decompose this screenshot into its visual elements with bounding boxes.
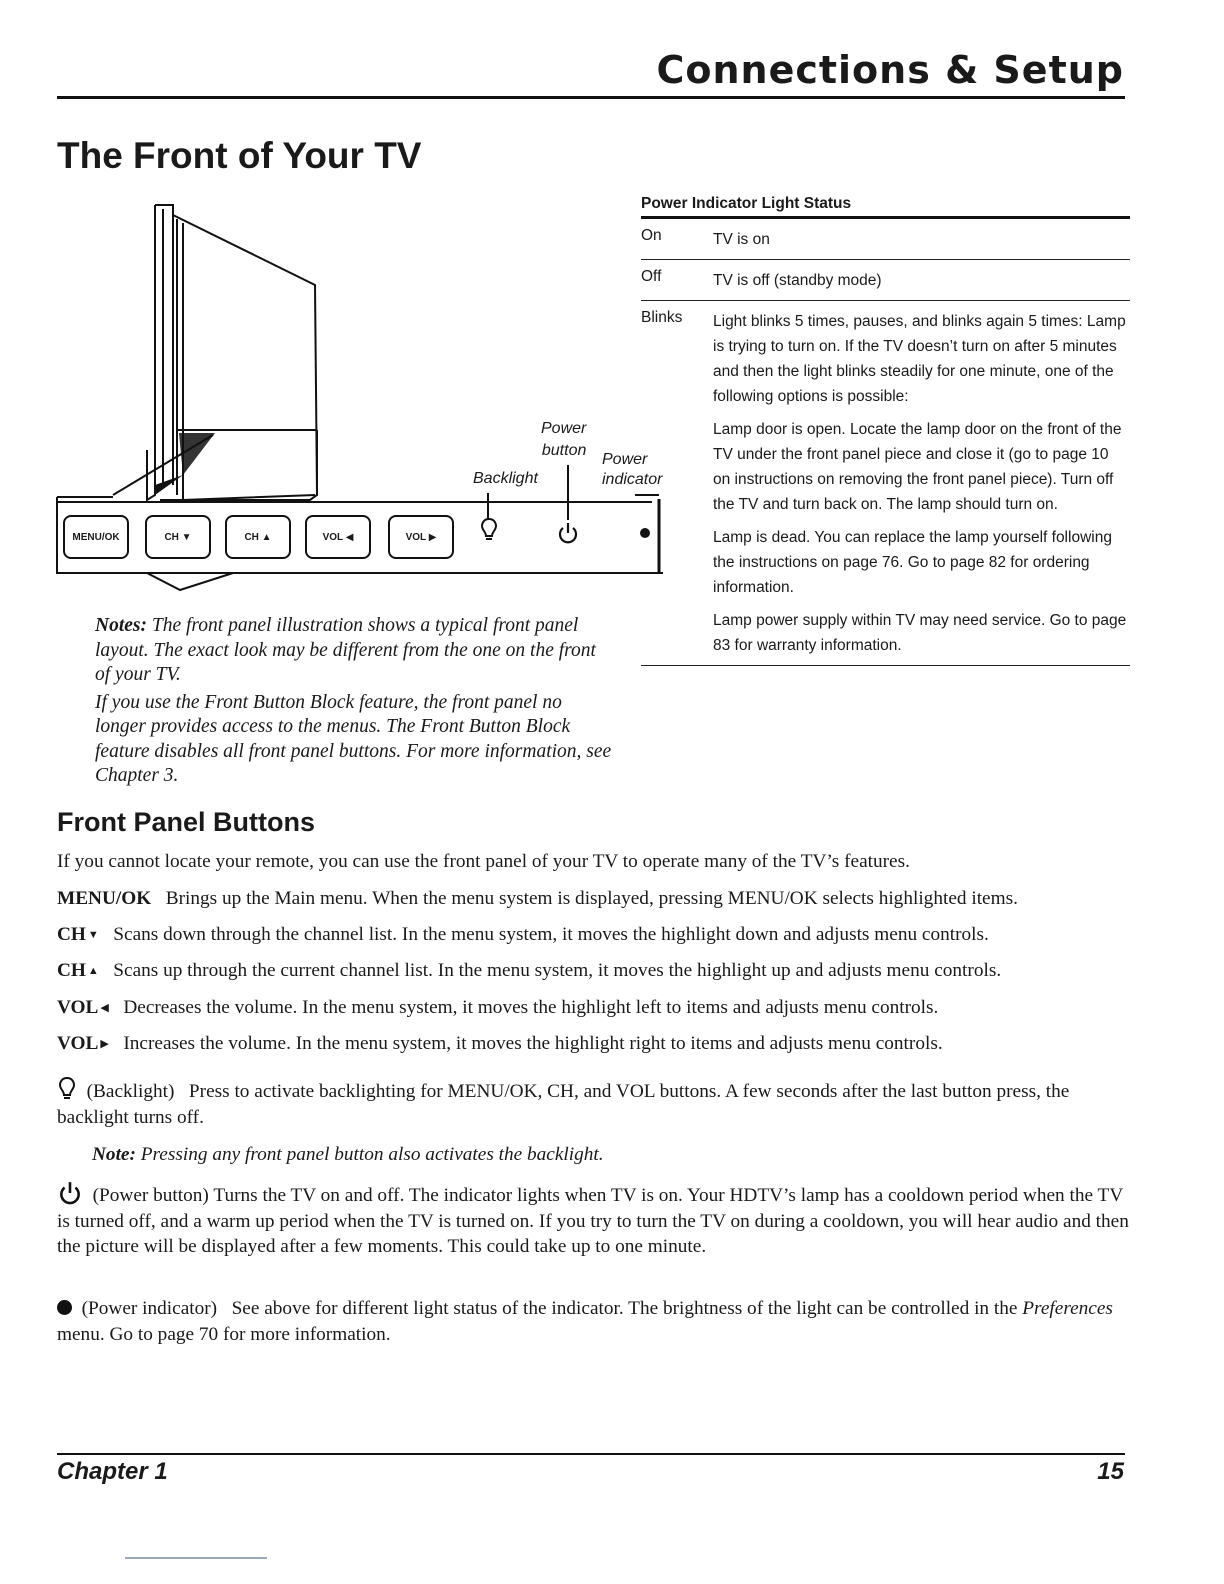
vol-up-key-text: VOL — [57, 1033, 99, 1054]
backlight-icon — [480, 517, 498, 543]
notes-block — [95, 614, 615, 792]
power-button-callout — [541, 418, 586, 462]
status-key: Off — [641, 268, 662, 285]
triangle-left-icon: ◀ — [100, 1002, 109, 1014]
power-button-name: (Power button) — [92, 1185, 209, 1206]
status-paragraph: Lamp power supply within TV may need service. Go to page 83 for warranty information. — [713, 612, 1127, 654]
power-button-text: Turns the TV on and off. The indicator lights when TV is on. Your HDTV’s lamp has a cooldown period when the TV is turned off, and a warm up period when the TV is turned on. If you try to turn the TV on during a cooldown, you will hear audio and then the picture will be displayed after a few moments. This could take up to one minute. — [57, 1185, 1129, 1257]
status-row-blinks — [641, 301, 1130, 666]
tv-front-diagram — [55, 195, 675, 615]
ch-up-key-text: CH — [57, 960, 86, 981]
page-number: 15 — [1097, 1458, 1124, 1485]
vol-down-text: Decreases the volume. In the menu system, it moves the highlight left to items and adjusts menu controls. — [123, 997, 939, 1018]
bottom-mark — [125, 1557, 267, 1559]
ch-up-description — [57, 958, 1132, 985]
menu-ok-text: Brings up the Main menu. When the menu system is displayed, pressing MENU/OK selects highlighted items. — [165, 888, 1018, 909]
ch-down-key — [57, 924, 99, 945]
status-value — [713, 227, 1130, 252]
power-indicator-name: (Power indicator) — [81, 1298, 218, 1319]
diagram-vol-down-label: VOL ◀ — [322, 531, 354, 543]
backlight-icon — [57, 1076, 77, 1102]
status-key: Blinks — [641, 309, 683, 326]
menu-ok-key: MENU/OK — [57, 888, 152, 909]
power-button-callout-line1: Power — [541, 420, 587, 437]
notes-label: Notes: — [95, 615, 147, 636]
ch-down-key-text: CH — [57, 924, 86, 945]
status-paragraph: Lamp door is open. Locate the lamp door on the front of the TV under the front panel piece and close it (go to page 10 on instructions on removing the front panel piece). Turn off the TV and turn back on. The lamp should turn on. — [713, 421, 1122, 513]
status-value — [713, 268, 1130, 293]
footer-rule — [57, 1453, 1125, 1455]
backlight-description — [57, 1076, 1132, 1130]
diagram-ch-down-button — [145, 515, 211, 559]
power-button-description — [57, 1180, 1132, 1260]
ch-down-description — [57, 922, 1132, 949]
power-indicator-dot-icon — [57, 1300, 72, 1315]
backlight-callout: Backlight — [473, 470, 538, 487]
vol-down-key — [57, 997, 109, 1018]
power-icon — [57, 1180, 83, 1206]
ch-up-text: Scans up through the current channel list. In the menu system, it moves the highlight up and adjusts menu controls. — [113, 960, 1002, 981]
ch-up-key — [57, 960, 99, 981]
status-paragraph: Light blinks 5 times, pauses, and blinks again 5 times: Lamp is trying to turn on. If the TV doesn’t turn on after 5 minutes and then the light blinks steadily for one minute, one of the following options is possible: — [713, 313, 1126, 405]
power-icon — [557, 521, 579, 545]
diagram-ch-down-label: CH ▼ — [164, 531, 192, 543]
power-indicator-text: See above for different light status of the indicator. The brightness of the light can be controlled in the — [231, 1298, 1018, 1319]
power-indicator-callout-line2: indicator — [602, 471, 663, 488]
status-row-on — [641, 219, 1130, 260]
diagram-menu-ok-label: MENU/OK — [72, 531, 120, 543]
note-text: Pressing any front panel button also activates the backlight. — [140, 1144, 604, 1165]
section-intro: If you cannot locate your remote, you can use the front panel of your TV to operate many of the TV’s features. — [57, 851, 910, 872]
status-row-off — [641, 260, 1130, 301]
status-paragraph: TV is off (standby mode) — [713, 272, 882, 289]
diagram-ch-up-button — [225, 515, 291, 559]
vol-up-key — [57, 1033, 109, 1054]
page-title: The Front of Your TV — [57, 135, 422, 176]
diagram-vol-up-label: VOL ▶ — [405, 531, 437, 543]
triangle-down-icon: ▼ — [87, 929, 99, 941]
notes-paragraph-2: If you use the Front Button Block feature, the front panel no longer provides access to the menus. The Front Button Block feature disables all front panel buttons. For more information, see Chapter 3. — [95, 691, 612, 786]
power-indicator-text-after: menu. Go to page 70 for more information. — [57, 1323, 391, 1345]
vol-down-key-text: VOL — [57, 997, 99, 1018]
chapter-label: Chapter 1 — [57, 1458, 168, 1485]
note-label: Note: — [92, 1144, 136, 1165]
status-table-title: Power Indicator Light Status — [641, 195, 1130, 219]
vol-up-description — [57, 1031, 1132, 1058]
vol-down-description — [57, 995, 1132, 1022]
ch-down-text: Scans down through the channel list. In the menu system, it moves the highlight down and adjusts menu controls. — [113, 924, 989, 945]
diagram-vol-down-button — [305, 515, 371, 559]
backlight-note — [92, 1142, 1167, 1168]
notes-text-1: The front panel illustration shows a typical front panel layout. The exact look may be different from the one on the front of your TV. — [95, 615, 596, 685]
menu-ok-description — [57, 886, 1132, 912]
power-indicator-callout-line1: Power — [602, 451, 648, 468]
notes-paragraph-1 — [95, 614, 615, 688]
diagram-menu-ok-button — [63, 515, 129, 559]
power-indicator-status-table — [641, 195, 1130, 666]
backlight-text: Press to activate backlighting for MENU/OK, CH, and VOL buttons. A few seconds after the last button press, the backlight turns off. — [57, 1081, 1070, 1128]
header-rule — [57, 96, 1125, 99]
status-key: On — [641, 227, 662, 244]
section-title: Front Panel Buttons — [57, 807, 315, 837]
backlight-name: (Backlight) — [86, 1081, 175, 1102]
status-paragraph: TV is on — [713, 231, 770, 248]
diagram-ch-up-label: CH ▲ — [244, 531, 272, 543]
triangle-right-icon: ▶ — [100, 1038, 109, 1050]
power-indicator-description — [57, 1296, 1132, 1347]
triangle-up-icon: ▲ — [87, 965, 99, 977]
preferences-menu-name: Preferences — [1022, 1298, 1113, 1319]
status-value — [713, 309, 1130, 658]
power-button-callout-line2: button — [541, 442, 587, 459]
diagram-vol-up-button — [388, 515, 454, 559]
status-paragraph: Lamp is dead. You can replace the lamp yourself following the instructions on page 76. Go to page 82 for ordering information. — [713, 529, 1112, 596]
header-title: Connections & Setup — [656, 48, 1124, 92]
vol-up-text: Increases the volume. In the menu system, it moves the highlight right to items and adjusts menu controls. — [123, 1033, 943, 1054]
